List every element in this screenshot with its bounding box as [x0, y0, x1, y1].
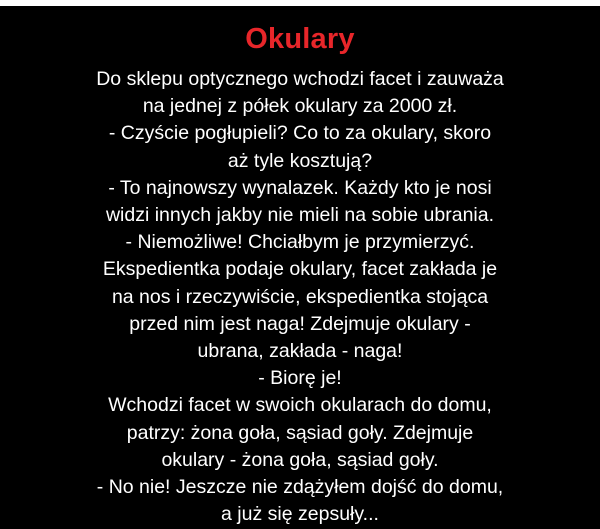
joke-line: Do sklepu optycznego wchodzi facet i zauważa — [96, 68, 504, 90]
joke-line: - No nie! Jeszcze nie zdążyłem dojść do domu, — [96, 476, 504, 499]
joke-line: Ekspedientka podaje okulary, facet zakłada je — [102, 258, 498, 281]
joke-body — [20, 66, 580, 528]
joke-line: - To najnowszy wynalazek. Każdy kto je nosi — [108, 176, 492, 199]
joke-line: przed nim jest naga! Zdejmuje okulary - — [129, 312, 471, 335]
joke-line: widzi innych jakby nie mieli na sobie ubrania. — [105, 204, 495, 227]
joke-line: - Biorę je! — [258, 367, 342, 390]
joke-line: - Czyście pogłupieli? Co to za okulary, skoro — [108, 122, 492, 145]
joke-line: okulary - żona goła, sąsiad goły. — [161, 448, 439, 471]
joke-line: a już się zepsuły... — [221, 503, 379, 526]
joke-line: patrzy: żona goła, sąsiad goły. Zdejmuje — [126, 421, 474, 444]
joke-line: na jednej z półek okulary za 2000 zł. — [142, 95, 458, 118]
joke-line: ubrana, zakłada - naga! — [197, 340, 403, 363]
joke-card — [0, 6, 600, 529]
joke-line: - Niemożliwe! Chciałbym je przymierzyć. — [125, 231, 475, 254]
joke-line: aż tyle kosztują? — [227, 149, 373, 172]
joke-title: Okulary — [245, 23, 355, 55]
joke-line: Wchodzi facet w swoich okularach do domu, — [108, 394, 492, 417]
joke-line: na nos i rzeczywiście, ekspedientka stojąca — [111, 285, 489, 308]
